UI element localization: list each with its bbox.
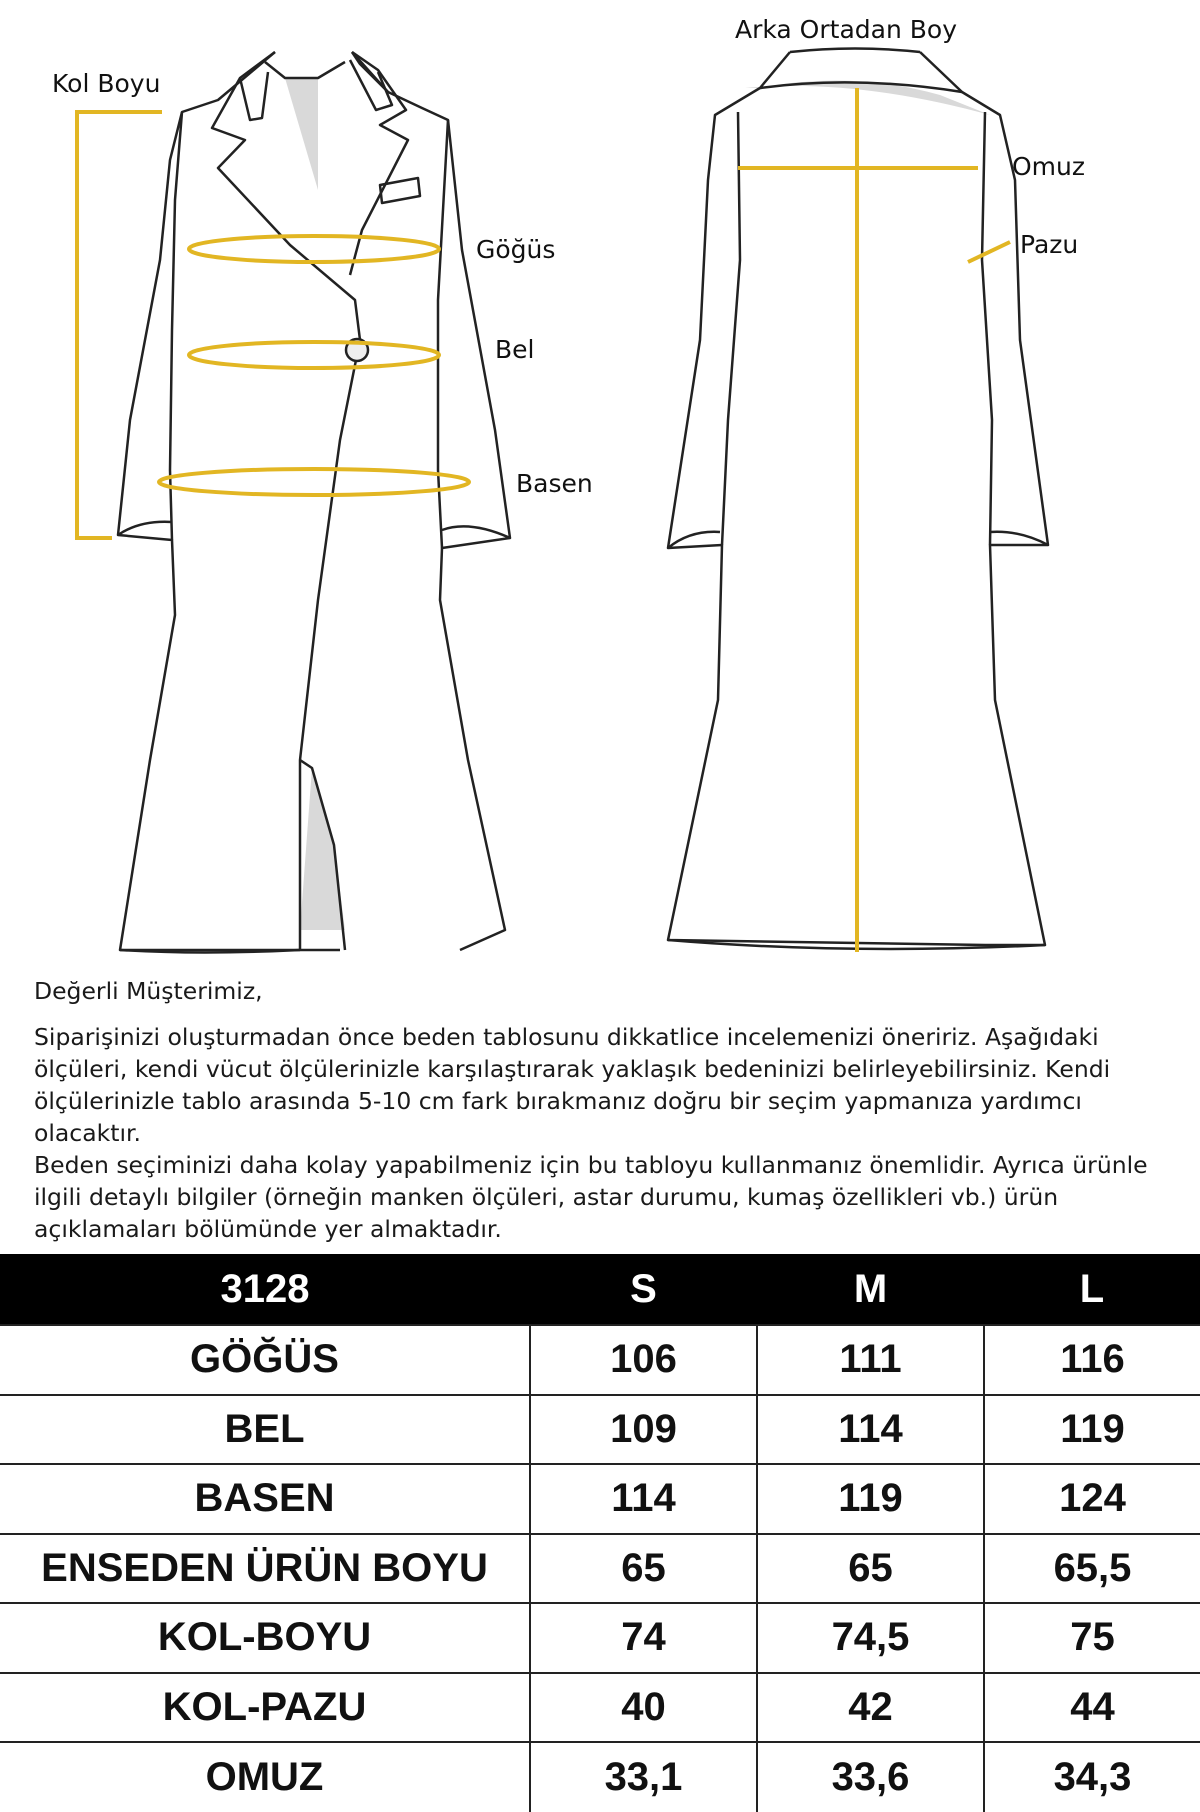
cell-value: 42 xyxy=(757,1673,984,1743)
row-label: GÖĞÜS xyxy=(0,1325,530,1395)
label-pazu: Pazu xyxy=(1020,230,1079,259)
cell-value: 75 xyxy=(984,1603,1200,1673)
cell-value: 74 xyxy=(530,1603,757,1673)
notice-paragraph-1: Siparişinizi oluşturmadan önce beden tablosunu dikkatlice incelemenizi öneririz. Aşağıdaki ölçüleri, kendi vücut ölçülerinizle karşılaştırarak yaklaşık bedeninizi belirleyebilirsiniz. Kendi ölçülerinizle tablo arasında 5-10 cm fark bırakmanız doğru bir seçim yapmanıza yardımcı olacaktır. xyxy=(34,1023,1111,1147)
cell-value: 65,5 xyxy=(984,1534,1200,1604)
cell-value: 74,5 xyxy=(757,1603,984,1673)
label-gogus: Göğüs xyxy=(476,235,556,264)
cell-value: 44 xyxy=(984,1673,1200,1743)
cell-value: 33,6 xyxy=(757,1742,984,1812)
cell-value: 114 xyxy=(757,1395,984,1465)
back-measure-lines xyxy=(738,88,1010,952)
label-basen: Basen xyxy=(516,469,593,498)
header-size-l: L xyxy=(1079,1266,1105,1311)
row-label: OMUZ xyxy=(0,1742,530,1812)
cell-value: 65 xyxy=(757,1534,984,1604)
cell-value: 114 xyxy=(530,1464,757,1534)
row-label: ENSEDEN ÜRÜN BOYU xyxy=(0,1534,530,1604)
table-row xyxy=(0,1395,1200,1465)
row-label: BASEN xyxy=(0,1464,530,1534)
table-row xyxy=(0,1464,1200,1534)
header-model-code: 3128 xyxy=(220,1266,310,1311)
table-row xyxy=(0,1742,1200,1812)
table-row xyxy=(0,1534,1200,1604)
cell-value: 124 xyxy=(984,1464,1200,1534)
label-omuz: Omuz xyxy=(1012,152,1085,181)
size-chart-table xyxy=(0,1254,1200,1812)
table-row xyxy=(0,1673,1200,1743)
front-measure-lines xyxy=(77,112,469,538)
cell-value: 33,1 xyxy=(530,1742,757,1812)
cell-value: 119 xyxy=(984,1395,1200,1465)
table-row xyxy=(0,1603,1200,1673)
table-row xyxy=(0,1325,1200,1395)
cell-value: 109 xyxy=(530,1395,757,1465)
coat-front-drawing xyxy=(118,52,510,953)
cell-value: 65 xyxy=(530,1534,757,1604)
notice-greeting: Değerli Müşterimiz, xyxy=(34,977,263,1005)
label-bel: Bel xyxy=(495,335,535,364)
customer-notice xyxy=(34,975,1174,1245)
cell-value: 111 xyxy=(757,1325,984,1395)
cell-value: 116 xyxy=(984,1325,1200,1395)
cell-value: 106 xyxy=(530,1325,757,1395)
cell-value: 34,3 xyxy=(984,1742,1200,1812)
header-size-m: M xyxy=(853,1266,888,1311)
label-kol-boyu: Kol Boyu xyxy=(52,69,161,98)
table-header-row xyxy=(0,1254,1200,1325)
cell-value: 119 xyxy=(757,1464,984,1534)
header-size-s: S xyxy=(630,1266,657,1311)
row-label: BEL xyxy=(0,1395,530,1465)
row-label: KOL-BOYU xyxy=(0,1603,530,1673)
row-label: KOL-PAZU xyxy=(0,1673,530,1743)
notice-paragraph-2: Beden seçiminizi daha kolay yapabilmeniz için bu tabloyu kullanmanız önemlidir. Ayrıca ürünle ilgili detaylı bilgiler (örneğin manken ölçüleri, astar durumu, kumaş özellikleri vb.) ürün açıklamaları bölümünde yer almaktadır. xyxy=(34,1151,1148,1243)
label-arka-ortadan-boy: Arka Ortadan Boy xyxy=(735,15,957,44)
cell-value: 40 xyxy=(530,1673,757,1743)
